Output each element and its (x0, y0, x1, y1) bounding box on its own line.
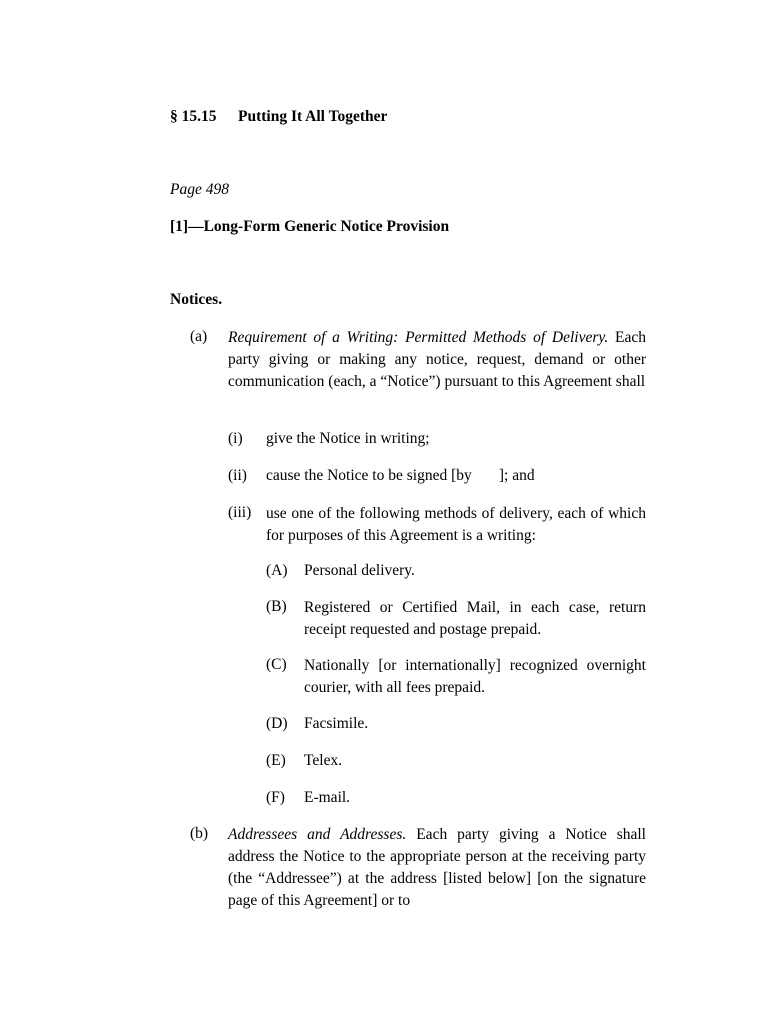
item-a-lead: Requirement of a Writing: Permitted Methods of Delivery. (228, 329, 609, 346)
subheading: [1]—Long-Form Generic Notice Provision (170, 218, 450, 235)
method-d-text: Facsimile. (304, 715, 369, 732)
method-e-marker: (E) (266, 752, 286, 769)
item-a-ii-text: cause the Notice to be signed [by ]; and (266, 467, 535, 484)
item-a-ii-marker: (ii) (228, 467, 247, 484)
item-b-lead: Addressees and Addresses. (228, 826, 407, 843)
method-f-text: E-mail. (304, 789, 351, 806)
method-c-marker: (C) (266, 656, 287, 673)
item-a-text: Each party giving or making any notice, request, demand or other communication (each, a “Notice”) pursuant to this Agreement shall (228, 329, 647, 390)
item-a-i-marker: (i) (228, 430, 243, 447)
method-e-text: Telex. (304, 752, 343, 769)
item-a-paragraph (228, 327, 646, 393)
item-b-paragraph (228, 824, 646, 912)
method-a-marker: (A) (266, 562, 288, 579)
item-a-marker: (a) (190, 328, 208, 345)
item-a-iii-marker: (iii) (228, 504, 252, 521)
method-a-text: Personal delivery. (304, 562, 415, 579)
method-b-text: Registered or Certified Mail, in each case, return receipt requested and postage prepaid. (304, 599, 646, 638)
method-c-text: Nationally [or internationally] recognized overnight courier, with all fees prepaid. (304, 657, 646, 696)
item-b-marker: (b) (190, 825, 209, 842)
item-a-i-text: give the Notice in writing; (266, 430, 430, 447)
method-b-marker: (B) (266, 598, 287, 615)
section-title: Putting It All Together (238, 108, 388, 125)
method-f-marker: (F) (266, 789, 285, 806)
notices-heading: Notices. (170, 291, 223, 308)
item-b-text: Each party giving a Notice shall address the Notice to the appropriate person at the receiving party (the “Addressee”) at the address [listed below] [on the signature page of this Agreement] or to (228, 826, 646, 909)
method-d-marker: (D) (266, 715, 288, 732)
item-a-iii-text: use one of the following methods of delivery, each of which for purposes of this Agreement is a writing: (266, 505, 646, 544)
page-reference: Page 498 (170, 181, 229, 198)
section-number: § 15.15 (170, 108, 217, 125)
